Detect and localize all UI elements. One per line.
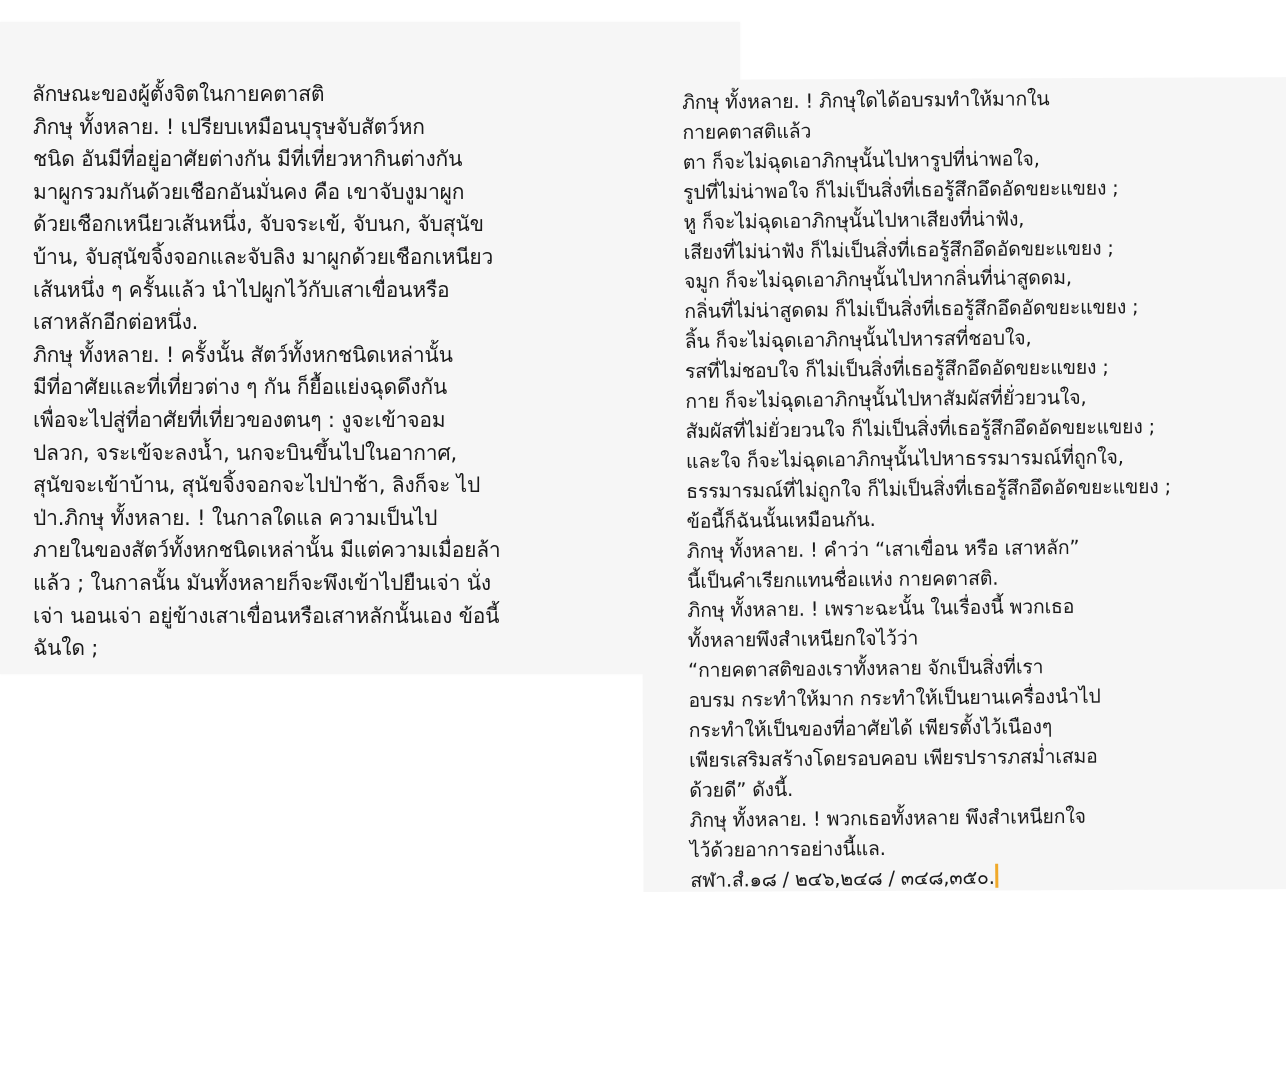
right-line: รูปที่ไม่น่าพอใจ ก็ไม่เป็นสิ่งที่เธอรู้สึกอึดอัดขยะแขยง ; [682, 176, 1119, 204]
right-line: จมูก ก็จะไม่ฉุดเอาภิกษุนั้นไปหากลิ่นที่น่าสูดดม, [683, 266, 1072, 294]
left-line: เสาหลักอีกต่อหนึ่ง. [33, 310, 199, 335]
left-line: บ้าน, จับสุนัขจิ้งจอกและจับลิง มาผูกด้วยเชือกเหนียว [33, 244, 494, 269]
left-line: ป่า.ภิกษุ ทั้งหลาย. ! ในกาลใดแล ความเป็นไป [33, 505, 438, 530]
left-line-title: ลักษณะของผู้ตั้งจิตในกายคตาสติ [32, 82, 325, 106]
right-line: สัมผัสที่ไม่ยั่วยวนใจ ก็ไม่เป็นสิ่งที่เธอรู้สึกอึดอัดขยะแขยง ; [685, 415, 1156, 443]
right-text-column [682, 82, 1286, 896]
right-line: ไว้ด้วยอาการอย่างนี้แล. [689, 836, 886, 862]
right-line: กระทำให้เป็นของที่อาศัยได้ เพียรตั้งไว้เนืองๆ [688, 715, 1053, 742]
right-line: ลิ้น ก็จะไม่ฉุดเอาภิกษุนั้นไปหารสที่ชอบใจ, [684, 326, 1032, 354]
left-text-column [32, 78, 632, 665]
right-line: ภิกษุ ทั้งหลาย. ! ภิกษุใดได้อบรมทำให้มากใน [682, 87, 1050, 114]
right-line: ภิกษุ ทั้งหลาย. ! พวกเธอทั้งหลาย พึงสำเหนียกใจ [689, 804, 1086, 832]
right-line: เสียงที่ไม่น่าฟัง ก็ไม่เป็นสิ่งที่เธอรู้สึกอึดอัดขยะแขยง ; [683, 236, 1114, 264]
right-line: กาย ก็จะไม่ฉุดเอาภิกษุนั้นไปหาสัมผัสที่ยั่วยวนใจ, [685, 385, 1087, 414]
left-line: เพื่อจะไปสู่ที่อาศัยที่เที่ยวของตนๆ : งูจะเข้าจอม [33, 407, 446, 432]
left-line: ฉันใด ; [33, 636, 99, 661]
right-line: ด้วยดี” ดังนี้. [689, 777, 794, 802]
reference-citation: สฬา.สํ.๑๘ / ๒๔๖,๒๔๘ / ๓๔๘,๓๕๐. [690, 865, 995, 892]
left-line: มีที่อาศัยและที่เที่ยวต่าง ๆ กัน ก็ยื้อแย่งฉุดดึงกัน [33, 375, 448, 400]
right-line: ภิกษุ ทั้งหลาย. ! เพราะฉะนั้น ในเรื่องนี้ พวกเธอ [687, 595, 1075, 623]
left-line: แล้ว ; ในกาลนั้น มันทั้งหลายก็จะพึงเข้าไปยืนเจ่า นั่ง [33, 570, 491, 595]
left-line: มาผูกรวมกันด้วยเชือกอันมั่นคง คือ เขาจับงูมาผูก [33, 179, 465, 204]
right-line: กลิ่นที่ไม่น่าสูดดม ก็ไม่เป็นสิ่งที่เธอรู้สึกอึดอัดขยะแขยง ; [684, 295, 1139, 324]
left-line: ภายในของสัตว์ทั้งหกชนิดเหล่านั้น มีแต่ความเมื่อยล้า [33, 538, 501, 563]
right-line: ข้อนี้ก็ฉันนั้นเหมือนกัน. [686, 507, 876, 533]
left-line: สุนัขจะเข้าบ้าน, สุนัขจิ้งจอกจะไปป่าช้า, ลิงก็จะ ไป [33, 473, 481, 498]
reference-line[interactable] [690, 859, 1286, 895]
left-line: ปลวก, จระเข้จะลงน้ำ, นกจะบินขึ้นไปในอากาศ, [33, 440, 457, 465]
left-line: ด้วยเชือกเหนียวเส้นหนึ่ง, จับจระเข้, จับนก, จับสุนัข [33, 212, 484, 237]
right-line: อบรม กระทำให้มาก กระทำให้เป็นยานเครื่องนำไป [688, 684, 1101, 713]
right-line: กายคตาสติแล้ว [682, 119, 812, 144]
left-line: เจ่า นอนเจ่า อยู่ข้างเสาเขื่อนหรือเสาหลักนั้นเอง ข้อนี้ [33, 603, 500, 628]
right-line: ภิกษุ ทั้งหลาย. ! คำว่า “เสาเขื่อน หรือ เสาหลัก” [686, 535, 1080, 563]
left-line: ภิกษุ ทั้งหลาย. ! เปรียบเหมือนบุรุษจับสัตว์หก [33, 114, 425, 139]
left-line: เส้นหนึ่ง ๆ ครั้นแล้ว นำไปผูกไว้กับเสาเขื่อนหรือ [33, 277, 450, 302]
right-line: รสที่ไม่ชอบใจ ก็ไม่เป็นสิ่งที่เธอรู้สึกอึดอัดขยะแขยง ; [684, 355, 1109, 384]
right-line: นี้เป็นคำเรียกแทนชื่อแห่ง กายคตาสติ. [687, 566, 999, 593]
right-line: ทั้งหลายพึงสำเหนียกใจไว้ว่า [687, 626, 919, 653]
left-line: ชนิด อันมีที่อยู่อาศัยต่างกัน มีที่เที่ยวหากินต่างกัน [33, 147, 463, 172]
right-line: ธรรมารมณ์ที่ไม่ถูกใจ ก็ไม่เป็นสิ่งที่เธอรู้สึกอึดอัดขยะแขยง ; [686, 474, 1172, 503]
text-cursor [996, 863, 999, 887]
right-line: และใจ ก็จะไม่ฉุดเอาภิกษุนั้นไปหาธรรมารมณ์ที่ถูกใจ, [685, 445, 1124, 473]
right-line: “กายคตาสติของเราทั้งหลาย จักเป็นสิ่งที่เรา [687, 655, 1044, 683]
right-line: เพียรเสริมสร้างโดยรอบคอบ เพียรปรารภสม่ำเสมอ [688, 744, 1098, 772]
right-line: ตา ก็จะไม่ฉุดเอาภิกษุนั้นไปหารูปที่น่าพอใจ, [682, 147, 1040, 174]
left-line: ภิกษุ ทั้งหลาย. ! ครั้งนั้น สัตว์ทั้งหกชนิดเหล่านั้น [33, 342, 453, 367]
right-line: หู ก็จะไม่ฉุดเอาภิกษุนั้นไปหาเสียงที่น่าฟัง, [683, 207, 1025, 234]
